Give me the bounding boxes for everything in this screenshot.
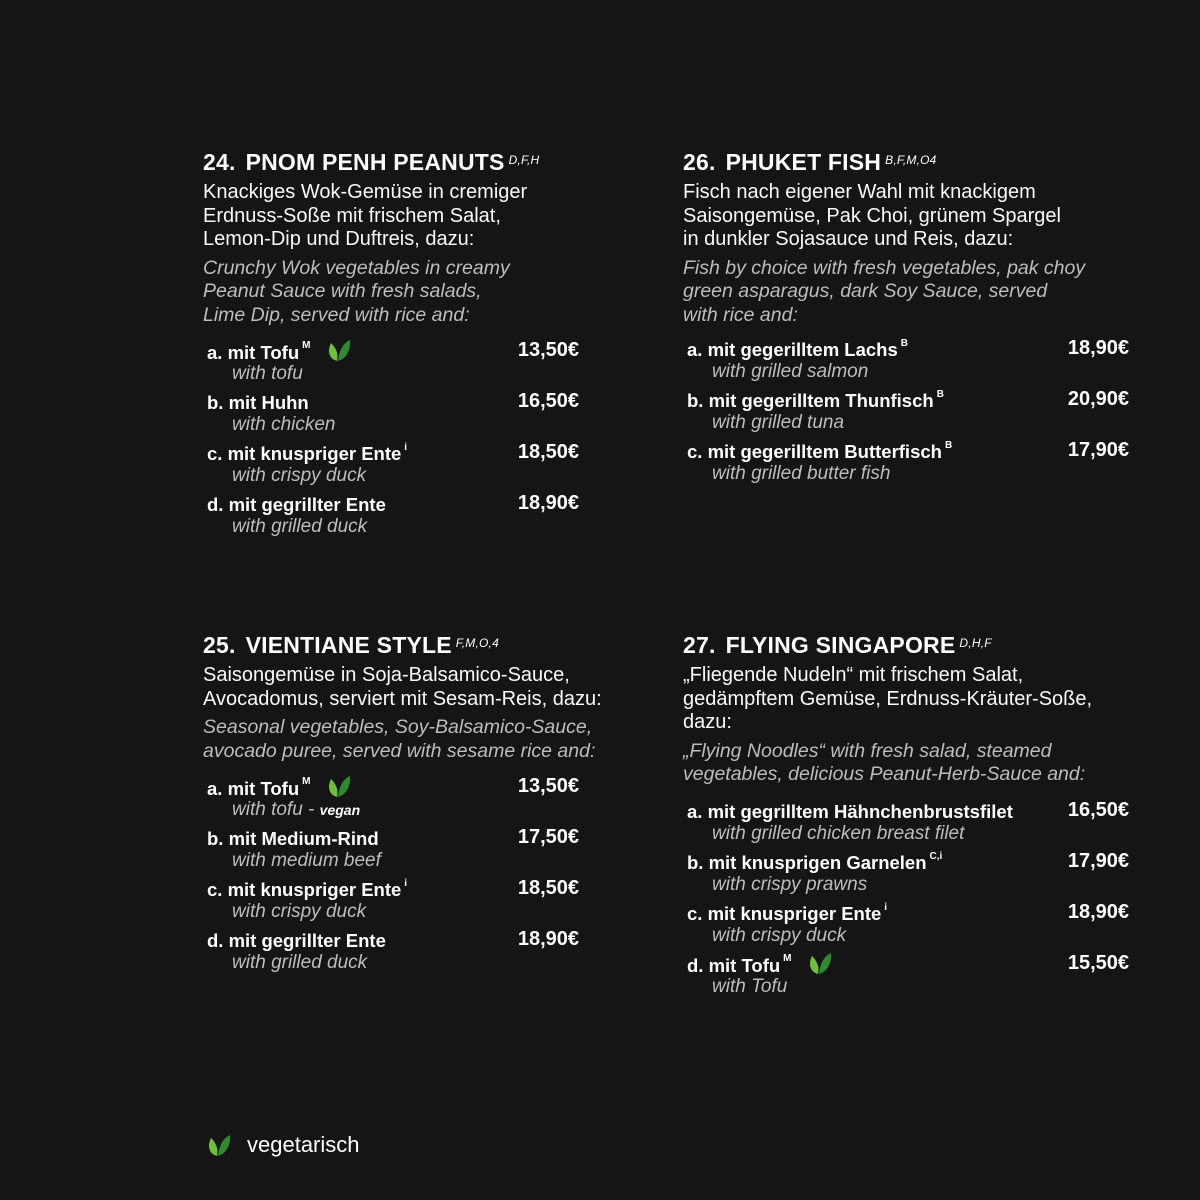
- item-name-text: a. mit gegrilltem Hähnchenbrustsfilet: [687, 800, 1013, 822]
- item-name-text: c. mit knuspriger Ente: [207, 443, 402, 464]
- item-name-text: a. mit Tofu: [207, 777, 300, 799]
- item-english: [232, 414, 336, 436]
- item-english: [232, 850, 381, 872]
- item-english: [232, 901, 366, 923]
- menu-item: [683, 849, 1129, 901]
- item-english: [712, 925, 846, 947]
- item-name-text: b. mit gegerilltem Thunfisch: [687, 390, 934, 411]
- item-price: 18,50€: [517, 441, 579, 463]
- item-allergen: M: [302, 776, 311, 787]
- item-english-text: with chicken: [232, 414, 336, 435]
- item-name-text: c. mit gegerilltem Butterfisch: [687, 441, 942, 462]
- dish-title: VIENTIANE STYLE: [245, 632, 452, 658]
- english-description: [683, 257, 1123, 328]
- item-english: [232, 465, 366, 487]
- vegetarian-leaf-icon: [325, 773, 351, 799]
- dish-title: PNOM PENH PEANUTS: [245, 149, 505, 175]
- leaf-icon: [205, 1132, 231, 1158]
- description-line: Saisongemüse, Pak Choi, grünem Spargel: [683, 204, 1061, 227]
- menu-item: [203, 492, 643, 543]
- item-english-text: with Tofu: [712, 975, 788, 997]
- vegan-label: vegan: [319, 802, 361, 818]
- description-line: Crunchy Wok vegetables in creamy: [203, 256, 510, 279]
- description-line: Erdnuss-Soße mit frischem Salat,: [203, 204, 501, 227]
- description-line: Fish by choice with fresh vegetables, pak choy: [683, 256, 1086, 279]
- menu-item: [683, 337, 1129, 388]
- dish-title: FLYING SINGAPORE: [725, 632, 956, 658]
- item-english: [712, 976, 787, 998]
- item-english: [712, 874, 867, 896]
- description-line: avocado puree, served with sesame rice and:: [203, 739, 596, 762]
- item-english-text: with crispy duck: [232, 901, 367, 922]
- description-line: vegetables, delicious Peanut-Herb-Sauce and:: [683, 763, 1086, 785]
- item-number: 26.: [683, 149, 716, 175]
- item-english-text: with grilled salmon: [712, 361, 869, 382]
- allergen-codes: D,F,H: [508, 153, 540, 167]
- item-english-text: with tofu -: [232, 799, 315, 820]
- description-line: Peanut Sauce with fresh salads,: [203, 280, 482, 302]
- menu-section-25: [203, 630, 643, 979]
- german-description: [203, 181, 643, 252]
- item-allergen: B: [944, 440, 953, 451]
- item-english-text: with crispy duck: [712, 924, 847, 946]
- description-line: Fisch nach eigener Wahl mit knackigem: [683, 181, 1036, 203]
- item-price: 17,90€: [1067, 849, 1129, 872]
- item-english-text: with medium beef: [232, 850, 381, 871]
- menu-section-24: [203, 147, 643, 543]
- item-price: 16,50€: [1067, 798, 1129, 821]
- item-english: [712, 463, 890, 485]
- menu-items: [683, 798, 1129, 1003]
- item-name-text: c. mit knuspriger Ente: [687, 902, 882, 924]
- item-name-text: d. mit gegrillter Ente: [207, 494, 386, 515]
- description-line: green asparagus, dark Soy Sauce, served: [683, 280, 1048, 302]
- description-line: „Fliegende Nudeln“ mit frischem Salat,: [683, 664, 1024, 686]
- menu-section-27: [683, 630, 1129, 1003]
- item-english: [232, 799, 360, 821]
- english-description: [203, 257, 643, 328]
- item-name: [687, 903, 887, 925]
- section-title: [203, 147, 643, 177]
- item-name: [687, 339, 908, 361]
- item-price: 20,90€: [1067, 388, 1129, 410]
- german-description: [683, 181, 1123, 252]
- description-line: Knackiges Wok-Gemüse in cremiger: [203, 181, 528, 203]
- item-name: [687, 801, 1013, 823]
- menu-item: [203, 339, 643, 390]
- item-english-text: with grilled duck: [232, 952, 368, 973]
- item-number: 25.: [203, 632, 236, 658]
- item-english: [712, 412, 844, 434]
- item-english-text: with crispy prawns: [712, 873, 868, 895]
- description-line: „Flying Noodles“ with fresh salad, steamed: [683, 739, 1052, 762]
- item-price: 15,50€: [1067, 951, 1129, 974]
- menu-item: [203, 826, 643, 877]
- english-description: [203, 716, 643, 763]
- description-line: gedämpftem Gemüse, Erdnuss-Kräuter-Soße,: [683, 687, 1093, 710]
- item-price: 18,90€: [517, 928, 579, 950]
- item-price: 13,50€: [517, 339, 579, 361]
- vegetarian-leaf-icon: [325, 337, 351, 363]
- allergen-codes: B,F,M,O4: [885, 153, 937, 167]
- item-name-text: d. mit Tofu: [687, 954, 781, 976]
- vegetarian-leaf-icon: [806, 950, 832, 976]
- legend-label: vegetarisch: [247, 1132, 360, 1157]
- item-name: [207, 392, 309, 414]
- legend: [205, 1132, 360, 1158]
- item-number: 24.: [203, 149, 236, 175]
- item-allergen: i: [404, 442, 408, 453]
- german-description: [683, 664, 1123, 735]
- english-description: [683, 740, 1123, 787]
- description-line: Avocadomus, serviert mit Sesam-Reis, dazu:: [203, 687, 602, 710]
- item-allergen: M: [302, 340, 311, 351]
- menu-section-26: [683, 147, 1129, 490]
- description-line: Lime Dip, served with rice and:: [203, 303, 470, 326]
- item-price: 16,50€: [517, 390, 579, 412]
- menu-item: [203, 877, 643, 928]
- description-line: Seasonal vegetables, Soy-Balsamico-Sauce,: [203, 716, 593, 738]
- section-title: [683, 630, 1123, 660]
- item-price: 18,90€: [517, 492, 579, 514]
- menu-item: [203, 775, 643, 826]
- description-line: dazu:: [683, 711, 732, 733]
- menu-item: [203, 441, 643, 492]
- item-price: 18,50€: [517, 877, 579, 899]
- item-english-text: with grilled tuna: [712, 412, 845, 433]
- menu-items: [203, 339, 643, 543]
- allergen-codes: D,H,F: [959, 636, 992, 650]
- item-allergen: i: [404, 878, 408, 889]
- item-name: [207, 494, 386, 516]
- item-name-text: b. mit Medium-Rind: [207, 828, 379, 849]
- item-name: [687, 441, 952, 463]
- section-title: [203, 630, 643, 660]
- item-name-text: d. mit gegrillter Ente: [207, 930, 386, 951]
- item-allergen: i: [884, 901, 888, 913]
- item-english: [712, 823, 964, 845]
- menu-item: [683, 439, 1129, 490]
- item-allergen: B: [900, 338, 908, 349]
- item-price: 17,50€: [517, 826, 579, 848]
- description-line: Lemon-Dip und Duftreis, dazu:: [203, 228, 475, 250]
- item-price: 18,90€: [1067, 900, 1129, 923]
- item-english: [712, 361, 868, 383]
- section-title: [683, 147, 1123, 177]
- menu-item: [683, 798, 1129, 850]
- item-name: [207, 828, 379, 850]
- description-line: Saisongemüse in Soja-Balsamico-Sauce,: [203, 664, 570, 686]
- item-name: [687, 390, 944, 412]
- menu-item: [683, 951, 1129, 1003]
- description-line: in dunkler Sojasauce und Reis, dazu:: [683, 228, 1014, 250]
- item-english: [232, 363, 303, 385]
- item-name-text: b. mit knusprigen Garnelen: [687, 851, 927, 873]
- item-name: [687, 852, 942, 874]
- item-english-text: with crispy duck: [232, 465, 367, 486]
- item-allergen: B: [936, 389, 944, 400]
- item-allergen: C,i: [929, 850, 943, 862]
- menu-item: [203, 390, 643, 441]
- item-price: 17,90€: [1067, 439, 1129, 461]
- item-name-text: b. mit Huhn: [207, 392, 309, 413]
- menu-item: [683, 900, 1129, 952]
- menu-items: [683, 337, 1129, 490]
- item-english-text: with grilled duck: [232, 516, 368, 537]
- item-english: [232, 952, 367, 974]
- item-price: 18,90€: [1067, 337, 1129, 359]
- item-english-text: with grilled butter fish: [712, 463, 891, 484]
- item-number: 27.: [683, 632, 716, 658]
- item-english: [232, 516, 367, 538]
- menu-items: [203, 775, 643, 979]
- item-name: [207, 930, 386, 952]
- item-name: [207, 879, 407, 901]
- dish-title: PHUKET FISH: [725, 149, 882, 175]
- menu-item: [683, 388, 1129, 439]
- item-english-text: with grilled chicken breast filet: [712, 822, 965, 844]
- item-name-text: a. mit Tofu: [207, 341, 300, 363]
- item-english-text: with tofu: [232, 363, 303, 384]
- item-name-text: c. mit knuspriger Ente: [207, 879, 402, 900]
- description-line: with rice and:: [683, 303, 798, 326]
- allergen-codes: F,M,O,4: [455, 636, 499, 650]
- menu-item: [203, 928, 643, 979]
- item-price: 13,50€: [517, 775, 579, 797]
- item-allergen: M: [783, 952, 792, 964]
- item-name: [207, 443, 407, 465]
- german-description: [203, 664, 643, 711]
- item-name-text: a. mit gegerilltem Lachs: [687, 339, 898, 360]
